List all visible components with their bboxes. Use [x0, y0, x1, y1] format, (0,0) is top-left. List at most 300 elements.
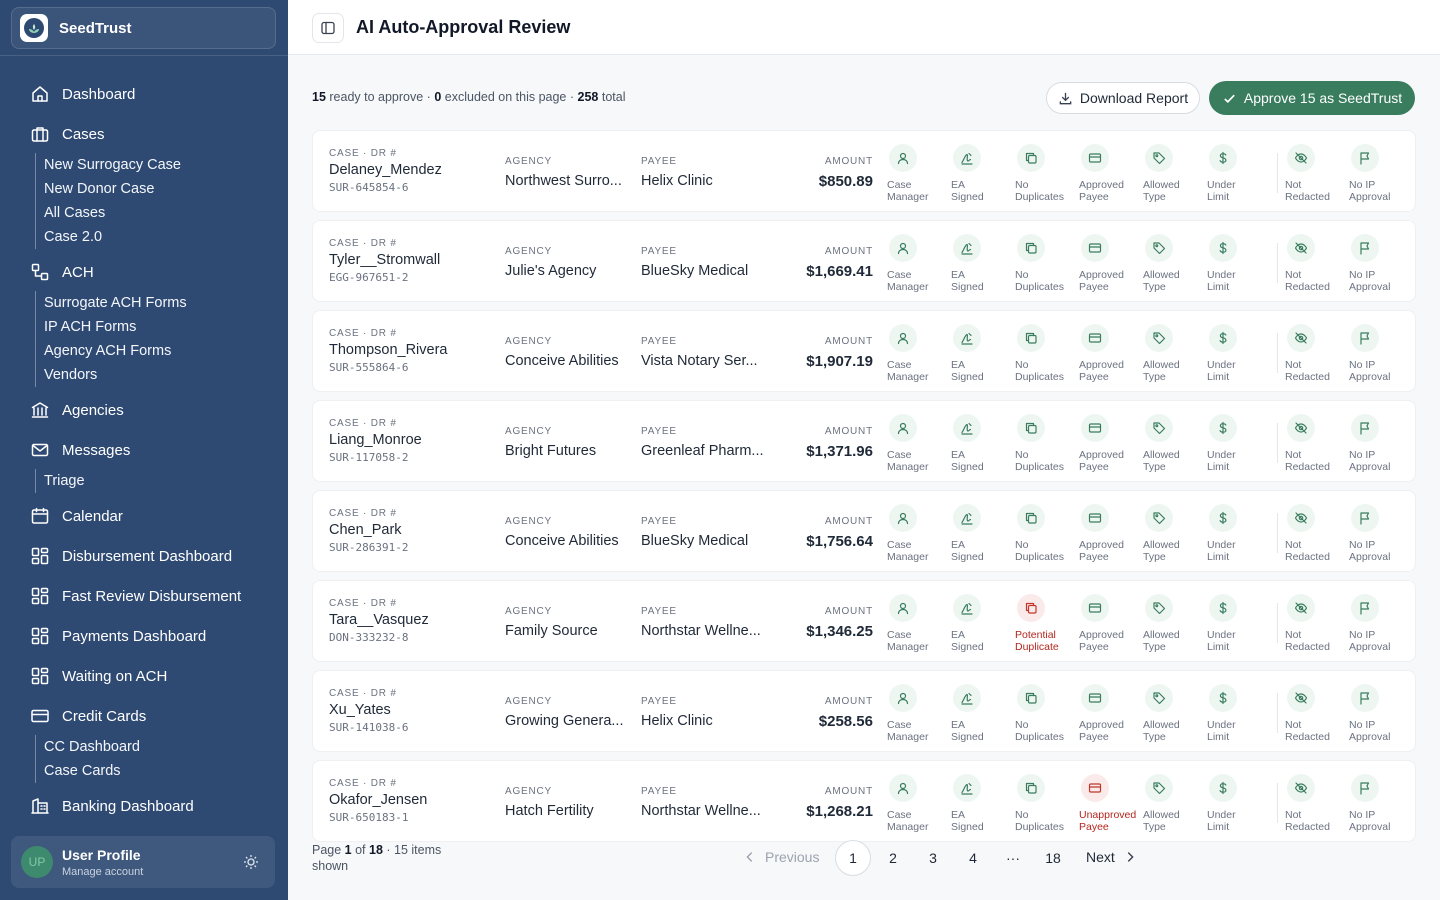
signature-icon: [960, 331, 974, 345]
copy-icon: [1024, 511, 1038, 525]
check-indicator[interactable]: [887, 414, 953, 473]
check-indicator[interactable]: [1079, 594, 1145, 653]
check-indicator[interactable]: [951, 324, 1017, 383]
check-label: No IP Approval: [1349, 359, 1391, 383]
sidebar-item-agencies[interactable]: [30, 390, 124, 430]
case-id: SUR-555864-6: [329, 361, 409, 374]
case-name[interactable]: Xu_Yates: [329, 702, 391, 718]
check-indicator[interactable]: [1285, 414, 1351, 473]
approval-row[interactable]: [312, 670, 1416, 752]
case-name[interactable]: Thompson_Rivera: [329, 342, 448, 358]
check-icon-badge: [889, 414, 917, 442]
previous-page-button[interactable]: [743, 849, 819, 865]
agency-label: AGENCY: [505, 156, 553, 167]
check-label: Approved Payee: [1079, 539, 1124, 563]
page-button[interactable]: 3: [929, 850, 937, 866]
check-label: Not Redacted: [1285, 269, 1330, 293]
check-icon-badge: [1081, 684, 1109, 712]
dollar-icon: [1216, 691, 1230, 705]
check-icon-badge: [1351, 324, 1379, 352]
check-indicator[interactable]: [1143, 774, 1209, 833]
check-divider: [1277, 153, 1278, 193]
payee-label: PAYEE: [641, 516, 677, 527]
check-indicator[interactable]: [1079, 414, 1145, 473]
check-icon-badge: [1145, 504, 1173, 532]
check-label: Case Manager: [887, 629, 929, 653]
check-icon-badge: [1145, 594, 1173, 622]
dollar-icon: [1216, 601, 1230, 615]
payee-label: PAYEE: [641, 786, 677, 797]
check-icon-badge: [1287, 324, 1315, 352]
amount-value: $258.56: [818, 713, 873, 730]
payee-label: PAYEE: [641, 426, 677, 437]
case-name[interactable]: Okafor_Jensen: [329, 792, 428, 808]
excluded-text: excluded on this page ·: [444, 90, 575, 104]
check-indicator[interactable]: [1349, 144, 1415, 203]
check-label: Allowed Type: [1143, 539, 1180, 563]
case-id: SUR-141038-6: [329, 721, 409, 734]
check-label: Allowed Type: [1143, 449, 1180, 473]
check-label: Allowed Type: [1143, 809, 1180, 833]
check-label: Allowed Type: [1143, 179, 1180, 203]
sidebar-item-label: Agencies: [62, 401, 124, 419]
case-label: CASE · DR #: [329, 508, 397, 519]
approval-row[interactable]: [312, 760, 1416, 842]
flag-icon: [1358, 511, 1372, 525]
agency-value: Conceive Abilities: [505, 533, 619, 549]
check-indicator[interactable]: [951, 594, 1017, 653]
check-icon-badge: [1017, 414, 1045, 442]
agency-label: AGENCY: [505, 336, 553, 347]
check-label: Under Limit: [1207, 359, 1236, 383]
brand-switcher[interactable]: [11, 7, 276, 49]
approval-row[interactable]: [312, 400, 1416, 482]
payee-label: PAYEE: [641, 336, 677, 347]
check-indicator[interactable]: [1285, 144, 1351, 203]
check-label: No Duplicates: [1015, 719, 1065, 743]
check-indicator[interactable]: [1079, 774, 1145, 833]
eye-off-icon: [1294, 241, 1308, 255]
check-divider: [1277, 783, 1278, 823]
review-summary: [312, 90, 626, 104]
eye-off-icon: [1294, 781, 1308, 795]
sidebar-item-disbursement-dashboard[interactable]: [30, 536, 232, 576]
approval-row[interactable]: [312, 580, 1416, 662]
dollar-icon: [1216, 511, 1230, 525]
check-label: Not Redacted: [1285, 809, 1330, 833]
check-indicator[interactable]: [1143, 684, 1209, 743]
sidebar-item-label: Credit Cards: [62, 707, 147, 725]
payee-label: PAYEE: [641, 696, 677, 707]
subnav-item[interactable]: Case 2.0: [44, 229, 103, 245]
amount-label: AMOUNT: [824, 156, 873, 167]
check-indicator[interactable]: [887, 504, 953, 563]
copy-icon: [1024, 241, 1038, 255]
check-label: Approved Payee: [1079, 179, 1124, 203]
payee-label: PAYEE: [641, 606, 677, 617]
case-id: EGG-967651-2: [329, 271, 409, 284]
signature-icon: [960, 781, 974, 795]
agency-value: Northwest Surro...: [505, 173, 622, 189]
tag-icon: [1152, 781, 1166, 795]
grid-icon: [30, 586, 50, 606]
check-label: Allowed Type: [1143, 269, 1180, 293]
page-button[interactable]: 2: [889, 850, 897, 866]
sidebar-item-banking-dashboard[interactable]: [30, 786, 194, 826]
check-indicator[interactable]: [1079, 324, 1145, 383]
page-button[interactable]: 18: [1045, 850, 1061, 866]
case-name[interactable]: Chen_Park: [329, 522, 402, 538]
sidebar-item-ach[interactable]: [30, 252, 94, 292]
check-indicator[interactable]: [1079, 504, 1145, 563]
check-indicator[interactable]: [1207, 324, 1273, 383]
check-icon-badge: [1209, 504, 1237, 532]
subnav-item[interactable]: Surrogate ACH Forms: [44, 295, 187, 311]
excluded-count: 0: [434, 90, 442, 104]
approval-row[interactable]: [312, 220, 1416, 302]
check-indicator[interactable]: [951, 774, 1017, 833]
check-label: Under Limit: [1207, 449, 1236, 473]
check-divider: [1277, 243, 1278, 283]
check-indicator[interactable]: [1143, 324, 1209, 383]
check-label: Allowed Type: [1143, 629, 1180, 653]
tag-icon: [1152, 331, 1166, 345]
check-icon-badge: [1287, 144, 1315, 172]
check-label: EA Signed: [951, 269, 984, 293]
subnav-item[interactable]: New Donor Case: [44, 181, 155, 197]
amount-value: $1,268.21: [806, 803, 873, 820]
check-label: Approved Payee: [1079, 719, 1124, 743]
check-indicator[interactable]: [1015, 594, 1081, 653]
avatar: UP: [21, 846, 53, 878]
check-indicator[interactable]: [1143, 414, 1209, 473]
check-indicator[interactable]: [1207, 594, 1273, 653]
check-indicator[interactable]: [1349, 504, 1415, 563]
check-icon-badge: [953, 324, 981, 352]
check-icon-badge: [1145, 144, 1173, 172]
calendar-icon: [30, 506, 50, 526]
check-icon-badge: [1081, 594, 1109, 622]
subnav-messages: [35, 469, 85, 493]
profile-name: User Profile: [62, 846, 141, 863]
check-icon-badge: [953, 684, 981, 712]
subnav-item[interactable]: Case Cards: [44, 763, 121, 779]
check-indicator[interactable]: [1207, 504, 1273, 563]
check-indicator[interactable]: [887, 684, 953, 743]
check-indicator[interactable]: [1143, 594, 1209, 653]
payee-value: Greenleaf Pharm...: [641, 443, 764, 459]
check-label: EA Signed: [951, 179, 984, 203]
approval-row[interactable]: [312, 130, 1416, 212]
check-indicator[interactable]: [1143, 234, 1209, 293]
check-indicator[interactable]: [1285, 234, 1351, 293]
case-id: DON-333232-8: [329, 631, 409, 644]
check-label: Under Limit: [1207, 539, 1236, 563]
check-label: No Duplicates: [1015, 269, 1065, 293]
check-indicator[interactable]: [1079, 234, 1145, 293]
agency-label: AGENCY: [505, 696, 553, 707]
check-label: Unapproved Payee: [1079, 809, 1137, 833]
signature-icon: [960, 691, 974, 705]
check-indicator[interactable]: [1285, 684, 1351, 743]
check-indicator[interactable]: [1079, 684, 1145, 743]
card-icon: [1088, 331, 1102, 345]
check-label: Case Manager: [887, 449, 929, 473]
copy-icon: [1024, 151, 1038, 165]
payee-value: BlueSky Medical: [641, 263, 749, 279]
sidebar-item-label: Banking Dashboard: [62, 797, 194, 815]
check-indicator[interactable]: [1207, 414, 1273, 473]
approve-all-label: Approve 15 as SeedTrust: [1243, 90, 1403, 106]
copy-icon: [1024, 691, 1038, 705]
check-indicator[interactable]: [1285, 504, 1351, 563]
payee-value: Vista Notary Ser...: [641, 353, 758, 369]
check-indicator[interactable]: [1285, 324, 1351, 383]
check-indicator[interactable]: [1207, 774, 1273, 833]
check-icon-badge: [1287, 504, 1315, 532]
sidebar-toggle-button[interactable]: [312, 13, 344, 43]
flag-icon: [1358, 601, 1372, 615]
check-label: No IP Approval: [1349, 809, 1391, 833]
flag-icon: [1358, 781, 1372, 795]
check-label: Potential Duplicate: [1015, 629, 1059, 653]
copy-icon: [1024, 421, 1038, 435]
payee-label: PAYEE: [641, 156, 677, 167]
case-label: CASE · DR #: [329, 598, 397, 609]
eye-off-icon: [1294, 331, 1308, 345]
mail-icon: [30, 440, 50, 460]
grid-icon: [30, 546, 50, 566]
payee-value: Northstar Wellne...: [641, 623, 761, 639]
amount-label: AMOUNT: [824, 786, 873, 797]
check-indicator[interactable]: [1015, 414, 1081, 473]
check-indicator[interactable]: [1015, 684, 1081, 743]
payee-label: PAYEE: [641, 246, 677, 257]
check-indicator[interactable]: [951, 414, 1017, 473]
check-indicator[interactable]: [1079, 144, 1145, 203]
amount-value: $1,669.41: [806, 263, 873, 280]
page-button[interactable]: 1: [835, 840, 871, 876]
check-icon-badge: [1017, 144, 1045, 172]
subnav-item[interactable]: Agency ACH Forms: [44, 343, 172, 359]
check-indicator[interactable]: [1015, 144, 1081, 203]
check-icon-badge: [889, 234, 917, 262]
user-icon: [896, 511, 910, 525]
case-label: CASE · DR #: [329, 328, 397, 339]
check-label: No Duplicates: [1015, 539, 1065, 563]
sidebar-item-credit-cards[interactable]: [30, 696, 146, 736]
next-page-button[interactable]: [1086, 849, 1137, 865]
agency-value: Julie's Agency: [505, 263, 597, 279]
main-content: [288, 0, 1440, 900]
check-label: Under Limit: [1207, 809, 1236, 833]
tag-icon: [1152, 691, 1166, 705]
ready-text: ready to approve ·: [329, 90, 431, 104]
check-indicator[interactable]: [887, 144, 953, 203]
subnav-item[interactable]: IP ACH Forms: [44, 319, 137, 335]
sidebar-item-payments-dashboard[interactable]: [30, 616, 206, 656]
check-icon: [1222, 91, 1237, 106]
check-icon-badge: [1081, 324, 1109, 352]
check-icon-badge: [1209, 324, 1237, 352]
check-label: EA Signed: [951, 359, 984, 383]
check-indicator[interactable]: [887, 324, 953, 383]
case-id: SUR-650183-1: [329, 811, 409, 824]
next-label: Next: [1086, 849, 1115, 865]
sidebar-item-label: Disbursement Dashboard: [62, 547, 233, 565]
case-name[interactable]: Liang_Monroe: [329, 432, 422, 448]
check-indicator[interactable]: [887, 774, 953, 833]
check-indicator[interactable]: [951, 504, 1017, 563]
user-icon: [896, 691, 910, 705]
check-indicator[interactable]: [1349, 774, 1415, 833]
check-indicator[interactable]: [1349, 594, 1415, 653]
check-label: No Duplicates: [1015, 809, 1065, 833]
check-indicator[interactable]: [1015, 324, 1081, 383]
download-icon: [1058, 91, 1073, 106]
subnav-item[interactable]: New Surrogacy Case: [44, 157, 181, 173]
check-indicator[interactable]: [1015, 774, 1081, 833]
approval-row[interactable]: [312, 490, 1416, 572]
check-icon-badge: [889, 324, 917, 352]
check-divider: [1277, 513, 1278, 553]
check-indicator[interactable]: [1349, 684, 1415, 743]
credit-card-icon: [30, 706, 50, 726]
case-id: SUR-286391-2: [329, 541, 409, 554]
payee-value: Helix Clinic: [641, 173, 713, 189]
sidebar-item-waiting-on-ach[interactable]: [30, 656, 167, 696]
subnav-item[interactable]: Triage: [44, 473, 85, 489]
check-indicator[interactable]: [1143, 504, 1209, 563]
check-indicator[interactable]: [1349, 234, 1415, 293]
check-icon-badge: [1351, 504, 1379, 532]
check-indicator[interactable]: [951, 144, 1017, 203]
profile-subtitle: Manage account: [62, 865, 144, 878]
check-indicator[interactable]: [1207, 684, 1273, 743]
sidebar-item-dashboard[interactable]: [30, 74, 135, 114]
check-icon-badge: [1351, 144, 1379, 172]
approval-list: [312, 130, 1416, 833]
check-label: Case Manager: [887, 539, 929, 563]
sidebar-item-label: Cases: [62, 125, 105, 143]
sidebar-item-fast-review-disbursement[interactable]: [30, 576, 241, 616]
check-indicator[interactable]: [1285, 594, 1351, 653]
check-indicator[interactable]: [951, 234, 1017, 293]
agency-value: Growing Genera...: [505, 713, 624, 729]
flag-icon: [1358, 421, 1372, 435]
check-icon-badge: [1287, 774, 1315, 802]
flag-icon: [1358, 241, 1372, 255]
check-icon-badge: [889, 504, 917, 532]
sidebar-item-cases[interactable]: [30, 114, 105, 154]
card-icon: [1088, 781, 1102, 795]
agency-value: Conceive Abilities: [505, 353, 619, 369]
case-name[interactable]: Delaney_Mendez: [329, 162, 442, 178]
top-bar: [288, 0, 1440, 55]
check-indicator[interactable]: [951, 684, 1017, 743]
current-page: 1: [344, 843, 352, 857]
check-label: EA Signed: [951, 719, 984, 743]
check-label: Under Limit: [1207, 269, 1236, 293]
check-indicator[interactable]: [1207, 144, 1273, 203]
check-label: EA Signed: [951, 539, 984, 563]
approve-all-button[interactable]: [1209, 81, 1415, 115]
subnav-ach: [35, 291, 187, 387]
case-label: CASE · DR #: [329, 778, 397, 789]
copy-icon: [1024, 601, 1038, 615]
check-label: No IP Approval: [1349, 629, 1391, 653]
eye-off-icon: [1294, 691, 1308, 705]
subnav-item[interactable]: CC Dashboard: [44, 739, 140, 755]
check-indicator[interactable]: [887, 234, 953, 293]
sidebar-item-label: Dashboard: [62, 85, 136, 103]
check-label: Not Redacted: [1285, 539, 1330, 563]
check-label: EA Signed: [951, 809, 984, 833]
check-indicator[interactable]: [1349, 324, 1415, 383]
page-count: 18: [369, 843, 383, 857]
page-button[interactable]: 4: [969, 850, 977, 866]
user-icon: [896, 331, 910, 345]
sidebar-divider: [0, 55, 288, 56]
approval-row[interactable]: [312, 310, 1416, 392]
seedtrust-logo-icon: [20, 14, 48, 42]
sidebar-item-calendar[interactable]: [30, 496, 123, 536]
check-indicator[interactable]: [1207, 234, 1273, 293]
user-profile[interactable]: [11, 836, 275, 888]
download-report-button[interactable]: [1046, 82, 1200, 114]
sidebar-item-messages[interactable]: [30, 430, 130, 470]
check-indicator[interactable]: [887, 594, 953, 653]
check-label: EA Signed: [951, 629, 984, 653]
check-label: No IP Approval: [1349, 719, 1391, 743]
check-indicator[interactable]: [1349, 414, 1415, 473]
case-name[interactable]: Tara__Vasquez: [329, 612, 429, 628]
card-icon: [1088, 601, 1102, 615]
theme-toggle-icon[interactable]: [243, 854, 259, 870]
subnav-cases: [35, 153, 181, 249]
check-label: Not Redacted: [1285, 449, 1330, 473]
amount-value: $1,371.96: [806, 443, 873, 460]
user-icon: [896, 241, 910, 255]
case-name[interactable]: Tyler__Stromwall: [329, 252, 441, 268]
check-icon-badge: [1017, 594, 1045, 622]
check-label: No Duplicates: [1015, 179, 1065, 203]
grid-icon: [30, 626, 50, 646]
subnav-item[interactable]: Vendors: [44, 367, 98, 383]
page-title: AI Auto-Approval Review: [356, 17, 571, 37]
check-icon-badge: [1287, 684, 1315, 712]
check-indicator[interactable]: [1015, 234, 1081, 293]
payee-value: BlueSky Medical: [641, 533, 749, 549]
check-indicator[interactable]: [1015, 504, 1081, 563]
check-icon-badge: [1081, 144, 1109, 172]
subnav-item[interactable]: All Cases: [44, 205, 106, 221]
check-divider: [1277, 603, 1278, 643]
check-icon-badge: [1081, 234, 1109, 262]
signature-icon: [960, 601, 974, 615]
signature-icon: [960, 151, 974, 165]
ready-count: 15: [312, 90, 326, 104]
chevron-left-icon: [743, 850, 757, 864]
check-label: Approved Payee: [1079, 359, 1124, 383]
check-icon-badge: [889, 594, 917, 622]
check-indicator[interactable]: [1285, 774, 1351, 833]
check-icon-badge: [1351, 594, 1379, 622]
amount-label: AMOUNT: [824, 426, 873, 437]
card-icon: [1088, 151, 1102, 165]
payee-value: Northstar Wellne...: [641, 803, 761, 819]
check-indicator[interactable]: [1143, 144, 1209, 203]
